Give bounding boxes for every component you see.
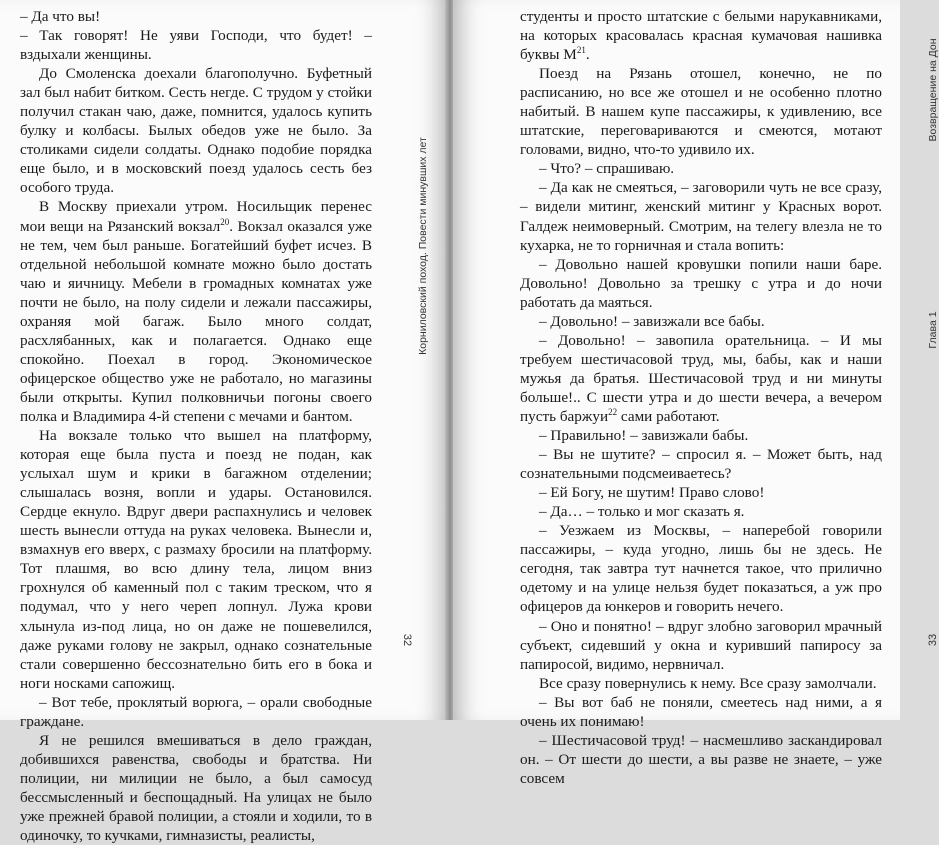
paragraph: – Да… – только и мог сказать я. bbox=[539, 503, 745, 521]
paragraph: На вокзале только что вышел на платформу, которая еще была пуста и поезд не подан, как услыхал шум и крики в багажном отделении; слышалась возня, вопли и удары. Остановился. Сердце екнуло. Вдруг двери распахнулись и человек шесть вынесли оттуда на руках человека. Вынесли и, взмахнув его вверх, с размаху бросили на платформу. Тот плашмя, во всю длину тела, лицом вниз грохнулся об каменный пол с таким треском, что я подумал, что у него череп лопнул. Лужа крови хлынула из-под лица, но он даже не пошевелился, даже руками голову не закрыл, однако сознательные стали совершенно бессознательно бить его в бока и ноги носками сапожищ. bbox=[20, 427, 372, 692]
paragraph: – Довольно нашей кровушки попили наши баре. Довольно! Довольно за трешку с утра и до ночи работать да маяться. bbox=[520, 255, 882, 311]
running-title: Корниловский поход. Повести минувших лет bbox=[417, 137, 429, 355]
paragraph-part: . Вокзал оказался уже не тем, чем был раньше. Богатейший буфет исчез. В отдельной небольшой комнате можно было достать чаю и яичницу. Мебели в громадных комнатах уже почти не было, на полу сидели и лежали пассажиры, охраняя мой багаж. Было много солдат, расхлябанных, как и полагается. Однако еще спокойно. Поехал в город. Экономическое офицерское общество уже не работало, но магазины были открыты. Купил полковничьи погоны своего полка и Владимира 4-й степени с мечами и бантом. bbox=[20, 217, 372, 425]
footnote-marker: 22 bbox=[608, 406, 618, 417]
paragraph: Поезд на Рязань отошел, конечно, не по расписанию, но все же отошел и не особенно плотно набитый. В нашем купе пассажиры, к удивлению, все штатские, переговариваются и смеются, мотают головами, видно, что-то удивило их. bbox=[520, 65, 882, 159]
paragraph-part: . bbox=[585, 46, 590, 64]
left-page-text bbox=[20, 7, 372, 845]
paragraph bbox=[20, 197, 372, 426]
paragraph: – Вы не шутите? – спросил я. – Может быть, над сознательными подсмеиваетесь? bbox=[520, 446, 882, 483]
paragraph: – Уезжаем из Москвы, – наперебой говорили пассажиры, – куда угодно, лишь бы не здесь. Не сегодня, так завтра тут начнется такое, что прилично одетому и на улице нельзя будет показаться, а уж про офицеров да юнкеров и говорить нечего. bbox=[520, 522, 882, 616]
left-page bbox=[0, 0, 447, 845]
paragraph: Я не решился вмешиваться в дело граждан, добившихся равенства, свободы и братства. Ни полиции, ни милиции не было, а был самосуд бессмысленный и беспощадный. На улицах не было уже прежней бравой полиции, а стояли и ходили, то в одиночку, то кучками, гимназисты, реалисты, bbox=[20, 731, 372, 845]
paragraph-part: сами работают. bbox=[617, 407, 720, 425]
page-number: 32 bbox=[401, 633, 413, 647]
paragraph: – Да что вы! bbox=[20, 8, 101, 25]
paragraph-part: В Москву приехали утром. Носильщик перенес мои вещи на Рязанский вокзал bbox=[20, 198, 372, 235]
paragraph: – Вот тебе, проклятый ворюга, – орали свободные граждане. bbox=[20, 693, 372, 730]
paragraph: – Что? – спрашиваю. bbox=[539, 160, 675, 178]
chapter-label: Глава 1 bbox=[927, 311, 939, 349]
paragraph: – Да как не смеяться, – заговорили чуть не все сразу, – видели митинг, женский митинг у Красных ворот. Галдеж неимоверный. Смотрим, на телегу влезла не то кухарка, не то горничная и стала вопить: bbox=[520, 179, 882, 254]
paragraph: – Ей Богу, не шутим! Право слово! bbox=[539, 484, 765, 502]
footnote-marker: 21 bbox=[576, 45, 586, 56]
paragraph: – Правильно! – завизжали бабы. bbox=[539, 427, 749, 445]
paragraph: – Так говорят! Не уяви Господи, что будет! – вздыхали женщины. bbox=[20, 27, 372, 64]
paragraph: – Вы вот баб не поняли, смеетесь над ними, а я очень их понимаю! bbox=[520, 693, 882, 730]
paragraph bbox=[520, 331, 882, 426]
footnote-marker: 20 bbox=[220, 216, 230, 227]
page-number: 33 bbox=[927, 633, 939, 647]
paragraph: До Смоленска доехали благополучно. Буфетный зал был набит битком. Сесть негде. С трудом у стойки получил стакан чаю, даже, помнится, удалось купить булку и колбасы. Былых обедов уже не было. За столиками сидели солдаты. Однако подобие порядка еще было, и в московский поезд удалось сесть без особого труда. bbox=[20, 65, 372, 197]
paragraph bbox=[520, 7, 882, 64]
running-title: Возвращение на Дон bbox=[927, 38, 939, 142]
paragraph: – Довольно! – завизжали все бабы. bbox=[539, 312, 765, 330]
right-page-text bbox=[520, 7, 882, 788]
paragraph: Все сразу повернулись к нему. Все сразу замолчали. bbox=[539, 674, 877, 692]
paragraph: – Оно и понятно! – вдруг злобно заговорил мрачный субъект, сидевший у окна и куривший папиросу за папиросой, видимо, нервничал. bbox=[520, 617, 882, 673]
paragraph-part: – Довольно! – завопила орательница. – И мы требуем шестичасовой труд, мы, бабы, как и наши мужья да братья. Шестичасовой труд и ни минуты больше!.. С шести утра и до шести вечера, а вечером пусть баржуи bbox=[520, 331, 882, 425]
paragraph: – Шестичасовой труд! – насмешливо заскандировал он. – От шести до шести, а вы разве не знаете, – уже совсем bbox=[520, 731, 882, 787]
paragraph-part: студенты и просто штатские с белыми нарукавниками, на которых красовалась красная кумачовая нашивка буквы М bbox=[520, 8, 882, 64]
right-page bbox=[453, 0, 939, 787]
